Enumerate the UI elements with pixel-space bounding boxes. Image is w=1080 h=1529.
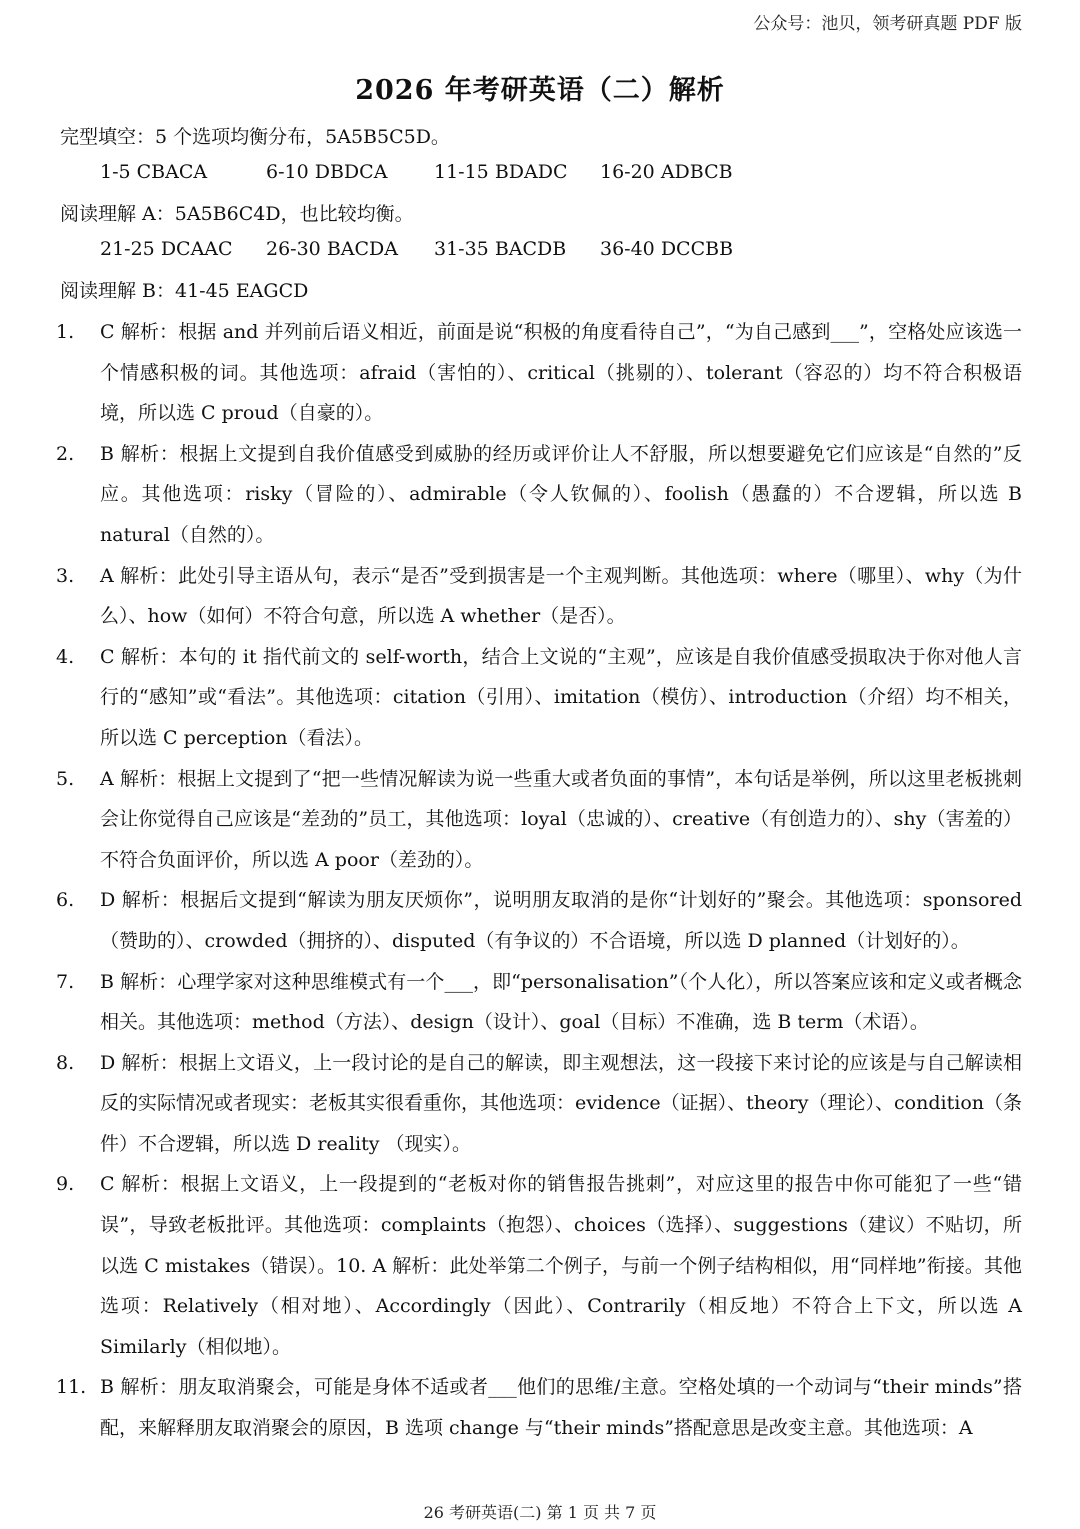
item-number: 4. <box>56 645 75 668</box>
list-item <box>56 759 1022 881</box>
item-text: C 解析：根据上文语义，上一段提到的“老板对你的销售报告挑刺”，对应这里的报告中你可能犯了一些“错误”，导致老板批评。其他选项：complaints（抱怨）、choices（选择）、suggestions（建议）不贴切，所以选 C mistakes（错误）。10. A 解析：此处举第二个例子，与前一个例子结构相似，用“同样地”衔接。其他选项：Relatively（相对地）、Accordingly（因此）、Contrarily（相反地）不符合上下文，所以选 A Similarly（相似地）。 <box>100 1173 1022 1358</box>
item-number: 7. <box>56 970 75 993</box>
header-note: 公众号：池贝，领考研真题 PDF 版 <box>753 14 1022 34</box>
item-number: 1. <box>56 321 75 343</box>
reading-a-summary: 阅读理解 A：5A5B6C4D，也比较均衡。 <box>60 203 414 225</box>
explanation-list <box>56 312 1022 1449</box>
answer-group: 31-35 BACDB <box>434 238 567 260</box>
item-number: 9. <box>56 1173 75 1196</box>
answer-group: 11-15 BDADC <box>434 161 568 183</box>
list-item <box>56 312 1022 434</box>
page-footer: 26 考研英语(二) 第 1 页 共 7 页 <box>423 1503 657 1522</box>
list-item <box>56 1367 1022 1448</box>
item-number: 11. <box>56 1376 87 1399</box>
item-number: 8. <box>56 1051 75 1074</box>
item-text: C 解析：本句的 it 指代前文的 self-worth，结合上文说的“主观”，应该是自我价值感受损取决于你对他人言行的“感知”或“看法”。其他选项：citation（引用）、imitation（模仿）、introduction（介绍）均不相关，所以选 C perception（看法）。 <box>100 645 1022 749</box>
list-item <box>56 637 1022 759</box>
page-title: 2026 年考研英语（二）解析 <box>355 75 725 106</box>
answer-group: 16-20 ADBCB <box>600 161 733 183</box>
item-text: C 解析：根据 and 并列前后语义相近，前面是说“积极的角度看待自己”，“为自己感到___”，空格处应该选一个情感积极的词。其他选项：afraid（害怕的）、critical（挑剔的）、tolerant（容忍的）均不符合积极语境，所以选 C proud（自豪的）。 <box>100 321 1022 425</box>
reading-a-answers <box>100 238 733 260</box>
cloze-summary: 完型填空：5 个选项均衡分布，5A5B5C5D。 <box>60 126 450 148</box>
item-text: D 解析：根据上文语义，上一段讨论的是自己的解读，即主观想法，这一段接下来讨论的应该是与自己解读相反的实际情况或者现实：老板其实很看重你，其他选项：evidence（证据）、theory（理论）、condition（条件）不合逻辑，所以选 D reality （现实）。 <box>100 1051 1022 1155</box>
reading-b-summary: 阅读理解 B：41-45 EAGCD <box>60 280 309 302</box>
item-text: A 解析：此处引导主语从句，表示“是否”受到损害是一个主观判断。其他选项：where（哪里）、why（为什么）、how（如何）不符合句意，所以选 A whether（是否）。 <box>100 564 1022 628</box>
answer-group: 1-5 CBACA <box>100 161 208 183</box>
item-text: B 解析：根据上文提到自我价值感受到威胁的经历或评价让人不舒服，所以想要避免它们应该是“自然的”反应。其他选项：risky（冒险的）、admirable（令人钦佩的）、foolish（愚蠢的）不合逻辑，所以选 B natural（自然的）。 <box>100 442 1022 546</box>
answer-group: 26-30 BACDA <box>266 238 398 260</box>
item-text: B 解析：朋友取消聚会，可能是身体不适或者___他们的思维/主意。空格处填的一个动词与“their minds”搭配，来解释朋友取消聚会的原因，B 选项 change 与“their minds”搭配意思是改变主意。其他选项：A <box>100 1376 1022 1440</box>
list-item <box>56 1164 1022 1367</box>
item-text: A 解析：根据上文提到了“把一些情况解读为说一些重大或者负面的事情”，本句话是举例，所以这里老板挑刺会让你觉得自己应该是“差劲的”员工，其他选项：loyal（忠诚的）、creative（有创造力的）、shy（害羞的）不符合负面评价，所以选 A poor（差劲的）。 <box>100 767 1022 871</box>
answer-group: 6-10 DBDCA <box>266 161 388 183</box>
item-text: B 解析：心理学家对这种思维模式有一个___，即“personalisation”（个人化），所以答案应该和定义或者概念相关。其他选项：method（方法）、design（设计）、goal（目标）不准确，选 B term（术语）。 <box>100 970 1022 1034</box>
list-item <box>56 880 1022 961</box>
item-text: D 解析：根据后文提到“解读为朋友厌烦你”，说明朋友取消的是你“计划好的”聚会。其他选项：sponsored（赞助的）、crowded（拥挤的）、disputed（有争议的）不合语境，所以选 D planned（计划好的）。 <box>100 889 1022 952</box>
item-number: 3. <box>56 564 75 587</box>
answer-group: 36-40 DCCBB <box>600 238 734 260</box>
item-number: 5. <box>56 767 75 790</box>
cloze-answers <box>100 161 733 183</box>
list-item <box>56 434 1022 556</box>
list-item <box>56 1043 1022 1165</box>
list-item <box>56 962 1022 1043</box>
item-number: 2. <box>56 442 75 465</box>
item-number: 6. <box>56 889 75 912</box>
list-item <box>56 556 1022 637</box>
answer-group: 21-25 DCAAC <box>100 238 233 260</box>
